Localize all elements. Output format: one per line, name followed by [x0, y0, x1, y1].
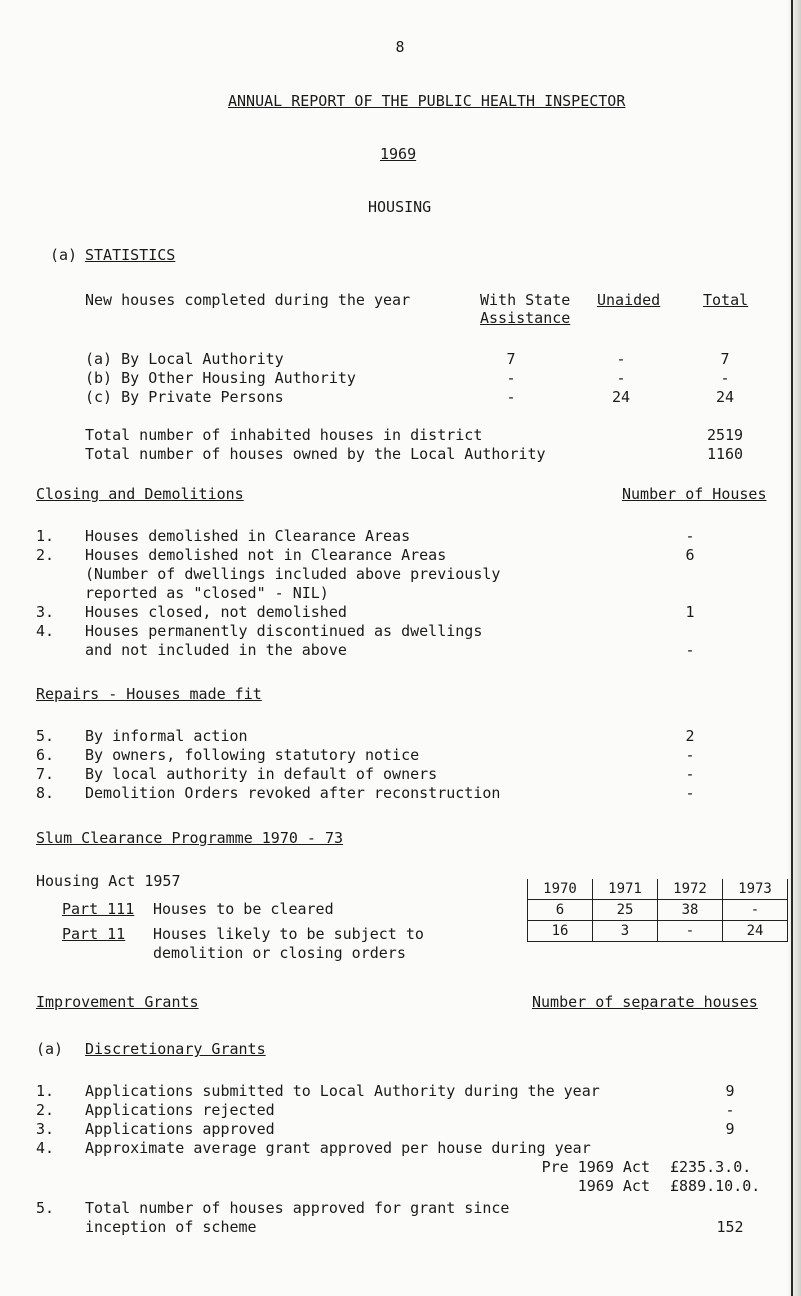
slum-table [527, 879, 788, 942]
repairs-heading: Repairs - Houses made fit [36, 685, 262, 703]
stat-row-state: - [506, 388, 516, 406]
year-cell: 1973 [723, 879, 788, 900]
closing-item-text: Houses demolished not in Clearance Areas [85, 546, 447, 564]
grants-item-text: Approximate average grant approved per house during year [85, 1139, 591, 1157]
part2-value-cell: 24 [723, 921, 788, 942]
part3-label: Part 111 [62, 900, 135, 918]
repairs-item-text: Demolition Orders revoked after reconstruction [85, 784, 501, 802]
part2-text: Houses likely to be subject to [153, 925, 424, 943]
closing-col-header: Number of Houses [622, 485, 767, 503]
owned-label: Total number of houses owned by the Local Authority [85, 445, 546, 463]
grants-item-num: 4. [36, 1139, 55, 1157]
page-number: 8 [395, 38, 405, 56]
closing-item-value: 6 [685, 546, 695, 564]
repairs-item-num: 5. [36, 727, 55, 745]
part2-value-cell: - [658, 921, 723, 942]
report-title: ANNUAL REPORT OF THE PUBLIC HEALTH INSPECTOR [228, 92, 626, 110]
section-title: HOUSING [368, 198, 432, 216]
part2-value-cell: 16 [528, 921, 593, 942]
part2-text-2: demolition or closing orders [153, 944, 406, 962]
part2-value-cell: 3 [593, 921, 658, 942]
stat-row-unaided: 24 [611, 388, 631, 406]
closing-item-value: - [685, 641, 695, 659]
pre-act-label: Pre 1969 Act [541, 1158, 650, 1176]
closing-item-num: 4. [36, 622, 55, 640]
page-edge-line [791, 0, 793, 1296]
stat-row-label: (a) By Local Authority [85, 350, 284, 368]
grants-item-num: 3. [36, 1120, 55, 1138]
closing-item-text: Houses demolished in Clearance Areas [85, 527, 411, 545]
page-edge-shadow [787, 0, 801, 1296]
repairs-item-text: By owners, following statutory notice [85, 746, 420, 764]
grants-item5-value: 152 [716, 1218, 744, 1236]
pre-act-value: £235.3.0. [670, 1158, 752, 1176]
closing-heading: Closing and Demolitions [36, 485, 244, 503]
col-total: Total [703, 291, 749, 309]
grants-item-value: - [725, 1101, 735, 1119]
grants-item5-text-2: inception of scheme [85, 1218, 257, 1236]
closing-item-num: 1. [36, 527, 55, 545]
stat-row-total: - [720, 369, 730, 387]
repairs-item-num: 7. [36, 765, 55, 783]
grants-item-text: Applications rejected [85, 1101, 275, 1119]
stat-row-total: 7 [720, 350, 730, 368]
grants-item-value: 9 [725, 1120, 735, 1138]
act-1969-label: 1969 Act [577, 1177, 650, 1195]
closing-item-value: - [685, 527, 695, 545]
stat-row-state: - [506, 369, 516, 387]
repairs-item-value: - [685, 784, 695, 802]
act-1969-value: £889.10.0. [670, 1177, 761, 1195]
grants-col-header: Number of separate houses [532, 993, 758, 1011]
grants-item-text: Applications submitted to Local Authority during the year [85, 1082, 600, 1100]
closing-item-text: reported as "closed" - NIL) [85, 584, 329, 602]
repairs-item-text: By local authority in default of owners [85, 765, 438, 783]
stat-row-label: (b) By Other Housing Authority [85, 369, 356, 387]
statistics-heading: STATISTICS [85, 246, 176, 264]
closing-item-text: Houses closed, not demolished [85, 603, 347, 621]
stat-row-unaided: - [616, 350, 626, 368]
part3-value-cell: - [723, 900, 788, 921]
year-cell: 1970 [528, 879, 593, 900]
inhabited-label: Total number of inhabited houses in district [85, 426, 483, 444]
repairs-item-value: - [685, 765, 695, 783]
repairs-item-num: 6. [36, 746, 55, 764]
col-unaided: Unaided [597, 291, 661, 309]
grants-item5-text: Total number of houses approved for grant since [85, 1199, 510, 1217]
closing-item-text: (Number of dwellings included above previously [85, 565, 501, 583]
closing-item-num: 3. [36, 603, 55, 621]
col-state-2: Assistance [480, 309, 571, 327]
grants-item-num: 1. [36, 1082, 55, 1100]
statistics-letter: (a) [50, 246, 78, 264]
grants-sub-heading: Discretionary Grants [85, 1040, 266, 1058]
owned-value: 1160 [706, 445, 744, 463]
report-year: 1969 [380, 145, 417, 163]
housing-act: Housing Act 1957 [36, 872, 181, 890]
new-houses-intro: New houses completed during the year [85, 291, 411, 309]
year-cell: 1971 [593, 879, 658, 900]
part3-values-row [528, 900, 788, 921]
repairs-item-text: By informal action [85, 727, 248, 745]
part3-value-cell: 25 [593, 900, 658, 921]
grants-item-num: 2. [36, 1101, 55, 1119]
slum-years-row [528, 879, 788, 900]
repairs-item-value: - [685, 746, 695, 764]
part3-text: Houses to be cleared [153, 900, 334, 918]
closing-item-value: 1 [685, 603, 695, 621]
grants-item-value: 9 [725, 1082, 735, 1100]
col-state: With State [480, 291, 571, 309]
stat-row-label: (c) By Private Persons [85, 388, 284, 406]
part2-label: Part 11 [62, 925, 126, 943]
inhabited-value: 2519 [706, 426, 744, 444]
part3-value-cell: 6 [528, 900, 593, 921]
grants-heading: Improvement Grants [36, 993, 199, 1011]
stat-row-unaided: - [616, 369, 626, 387]
stat-row-total: 24 [715, 388, 735, 406]
repairs-item-value: 2 [685, 727, 695, 745]
part2-values-row [528, 921, 788, 942]
repairs-item-num: 8. [36, 784, 55, 802]
closing-item-num: 2. [36, 546, 55, 564]
year-cell: 1972 [658, 879, 723, 900]
slum-heading: Slum Clearance Programme 1970 - 73 [36, 829, 344, 847]
grants-item5-num: 5. [36, 1199, 55, 1217]
stat-row-state: 7 [506, 350, 516, 368]
closing-item-text: Houses permanently discontinued as dwellings [85, 622, 483, 640]
grants-sub-letter: (a) [36, 1040, 64, 1058]
grants-item-text: Applications approved [85, 1120, 275, 1138]
part3-value-cell: 38 [658, 900, 723, 921]
closing-item-text: and not included in the above [85, 641, 347, 659]
